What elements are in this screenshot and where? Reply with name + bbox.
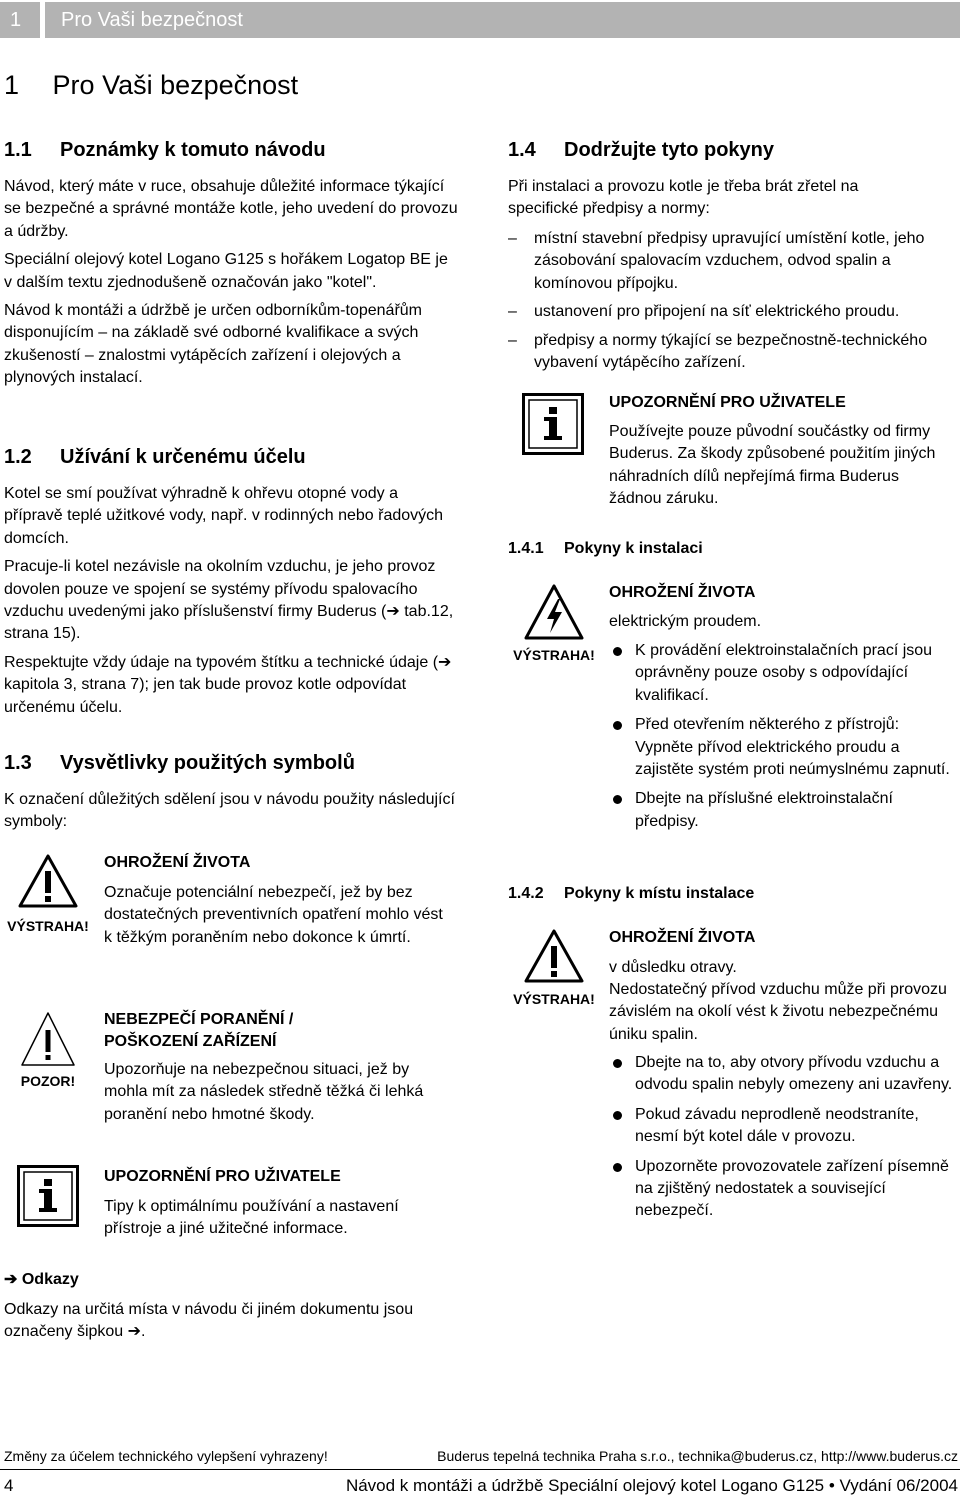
warning-label: VÝSTRAHA!	[513, 647, 595, 663]
section-title: Vysvětlivky použitých symbolů	[60, 752, 355, 774]
page-title-number: 1	[4, 70, 20, 100]
info-text: Tipy k optimálnímu používání a nastavení přístroje a jiné užitečné informace.	[104, 1198, 399, 1238]
header-chapter-title-bar	[45, 2, 960, 38]
footer-company: Buderus tepelná technika Praha s.r.o., technika@buderus.cz, http://www.buderus.cz	[437, 1448, 958, 1464]
caution-label: POZOR!	[20, 1073, 76, 1089]
section-number: 1.3	[4, 752, 32, 774]
bullet-item	[609, 714, 954, 781]
caution-heading-line: NEBEZPEČÍ PORANĚNÍ /	[104, 1011, 294, 1028]
info-symbol	[522, 393, 584, 455]
bullet-dot	[613, 1059, 622, 1068]
paragraph: Návod k montáži a údržbě je určen odborníkům-topenářům disponujícím – na základě své odborné kvalifikace a svých zkušeností – znalostmi vytápěcích zařízení i olejových a plynových instalací.	[4, 302, 422, 387]
danger-heading: OHROŽENÍ ŽIVOTA	[609, 929, 756, 946]
paragraph: Návod, který máte v ruce, obsahuje důležité informace týkající se bezpečné a správné montáže kotle, jeho uvedení do provozu a údržby.	[4, 178, 458, 240]
warning-label: VÝSTRAHA!	[7, 918, 89, 934]
bullet-text: K provádění elektroinstalačních prací jsou oprávněny pouze osoby s odpovídající kvalifikací.	[635, 642, 933, 704]
bullet-dot	[613, 647, 622, 656]
paragraph: Speciální olejový kotel Logano G125 s hořákem Logatop BE je v dalším textu zjednodušeně označován jako "kotel".	[4, 251, 448, 291]
section-number: 1.2	[4, 446, 32, 468]
danger-subtitle: elektrickým proudem.	[609, 613, 762, 630]
section-number: 1.1	[4, 139, 32, 161]
warning-symbol	[17, 853, 79, 914]
paragraph: Pracuje-li kotel nezávisle na okolním vzduchu, je jeho provoz dovolen pouze ve spojení se systémy přívodu spalovacího vzduchu uvedenými jako příslušenství firmy Buderus (➔ tab.12, strana 15).	[4, 558, 454, 643]
section-title: Pokyny k místu instalace	[564, 885, 755, 902]
warning-heading: OHROŽENÍ ŽIVOTA	[104, 854, 251, 871]
bullet-item	[609, 788, 954, 833]
section-1-1-body	[4, 176, 459, 390]
section-1-1-heading	[4, 139, 326, 162]
caution-heading	[104, 1009, 293, 1054]
danger-text: Nedostatečný přívod vzduchu může při provozu závislém na okolí vést k životu nebezpečnému úniku spalin.	[609, 981, 947, 1043]
paragraph: Kotel se smí používat výhradně k ohřevu otopné vody a přípravě teplé užitkové vody, např. v rodinných nebo řadových domcích.	[4, 485, 444, 547]
section-number: 1.4.1	[508, 540, 544, 557]
bullet-item	[609, 1156, 954, 1223]
list-item-text: předpisy a normy týkající se bezpečnostně-technického vybavení vytápěcího zařízení.	[534, 331, 928, 372]
bullet-item	[609, 1104, 954, 1149]
bullet-item	[609, 1052, 954, 1097]
bullet-dot	[613, 1163, 622, 1172]
bullet-text: Dbejte na příslušné elektroinstalační předpisy.	[635, 790, 893, 830]
installation-bullets	[609, 640, 954, 840]
paragraph: Respektujte vždy údaje na typovém štítku a technické údaje (➔ kapitola 3, strana 7); jen tak bude provoz kotle odpovídat určenému účelu.	[4, 653, 452, 716]
danger-subtitle: v důsledku otravy.	[609, 959, 737, 976]
section-1-2-body	[4, 483, 459, 719]
warning-triangle-icon	[17, 853, 79, 909]
info-icon	[522, 393, 584, 455]
info-symbol	[17, 1165, 79, 1227]
section-1-4-intro: Při instalaci a provozu kotle je třeba brát zřetel na specifické předpisy a normy:	[508, 178, 859, 218]
header-chapter-number-box	[0, 2, 40, 38]
section-1-4-heading	[508, 139, 775, 162]
notice-heading: UPOZORNĚNÍ PRO UŽIVATELE	[609, 394, 846, 411]
dash-marker: –	[508, 230, 517, 247]
list-item	[508, 228, 960, 295]
list-item-text: ustanovení pro připojení na síť elektrického proudu.	[534, 303, 900, 321]
section-title: Užívání k určenému účelu	[60, 446, 306, 468]
section-1-3-intro: K označení důležitých sdělení jsou v návodu použity následující symboly:	[4, 791, 455, 831]
info-heading: UPOZORNĚNÍ PRO UŽIVATELE	[104, 1168, 341, 1185]
section-number: 1.4.2	[508, 885, 544, 902]
list-item-text: místní stavební předpisy upravující umístění kotle, jeho zásobování spalovacím vzduchem, odvod spalin a komínovou přípojku.	[534, 230, 925, 292]
footer-divider	[0, 1469, 960, 1470]
references-text: Odkazy na určitá místa v návodu či jiném dokumentu jsou označeny šipkou ➔.	[4, 1301, 414, 1341]
warning-label: VÝSTRAHA!	[513, 991, 595, 1007]
info-icon	[17, 1165, 79, 1227]
section-number: 1.4	[508, 139, 536, 161]
bullet-dot	[613, 721, 622, 730]
header-chapter-title: Pro Vaši bezpečnost	[61, 9, 243, 31]
section-title: Pokyny k instalaci	[564, 540, 703, 557]
section-1-4-1-heading	[508, 540, 703, 558]
footer-disclaimer: Změny za účelem technického vylepšení vyhrazeny!	[4, 1448, 328, 1464]
bullet-dot	[613, 1111, 622, 1120]
caution-text: Upozorňuje na nebezpečnou situaci, jež by mohla mít za následek středně těžká či lehká poranění nebo hmotné škody.	[104, 1061, 424, 1123]
references-heading: ➔ Odkazy	[4, 1271, 79, 1288]
notice-text: Používejte pouze původní součástky od firmy Buderus. Za škody způsobené použitím jiných náhradních dílů nepřejímá firma Buderus žádnou záruku.	[609, 423, 936, 508]
dash-marker: –	[508, 303, 517, 321]
caution-triangle-icon	[19, 1010, 77, 1068]
section-1-2-heading	[4, 446, 306, 469]
bullet-dot	[613, 795, 622, 804]
section-1-4-2-heading	[508, 885, 755, 903]
caution-symbol	[19, 1010, 77, 1073]
warning-text: Označuje potenciální nebezpečí, jež by bez dostatečných preventivních opatření mohlo vést k těžkým poraněním nebo dokonce k úmrtí.	[104, 884, 443, 946]
bullet-text: Dbejte na to, aby otvory přívodu vzduchu a odvodu spalin nebyly omezeny ani uzavřeny.	[635, 1054, 953, 1094]
site-bullets	[609, 1052, 954, 1230]
bullet-text: Pokud závadu neprodleně neodstraníte, nesmí být kotel dále v provozu.	[635, 1105, 919, 1146]
dash-marker: –	[508, 331, 517, 349]
regulations-list	[508, 228, 960, 380]
caution-heading-line: POŠKOZENÍ ZAŘÍZENÍ	[104, 1033, 277, 1051]
list-item	[508, 330, 960, 375]
warning-symbol	[523, 928, 585, 989]
electric-shock-icon	[523, 583, 585, 641]
danger-heading: OHROŽENÍ ŽIVOTA	[609, 584, 756, 601]
bullet-text: Upozorněte provozovatele zařízení písemně na zjištěný nedostatek a související nebezpečí.	[635, 1157, 949, 1220]
section-title: Dodržujte tyto pokyny	[564, 139, 775, 161]
page-number: 4	[4, 1476, 14, 1495]
bullet-text: Před otevřením některého z přístrojů: Vypněte přívod elektrického proudu a zajistěte systém proti neúmyslnému zapnutí.	[635, 716, 950, 779]
footer-document-title: Návod k montáži a údržbě Speciální olejový kotel Logano G125 • Vydání 06/2004	[345, 1476, 958, 1495]
bullet-item	[609, 640, 954, 707]
electric-warning-symbol	[523, 583, 585, 646]
page-title	[4, 70, 298, 101]
warning-triangle-icon	[523, 928, 585, 984]
header-chapter-number: 1	[10, 9, 22, 31]
list-item	[508, 301, 960, 323]
section-1-3-heading	[4, 752, 355, 775]
section-title: Poznámky k tomuto návodu	[60, 139, 326, 161]
page-title-text: Pro Vaši bezpečnost	[52, 70, 299, 100]
